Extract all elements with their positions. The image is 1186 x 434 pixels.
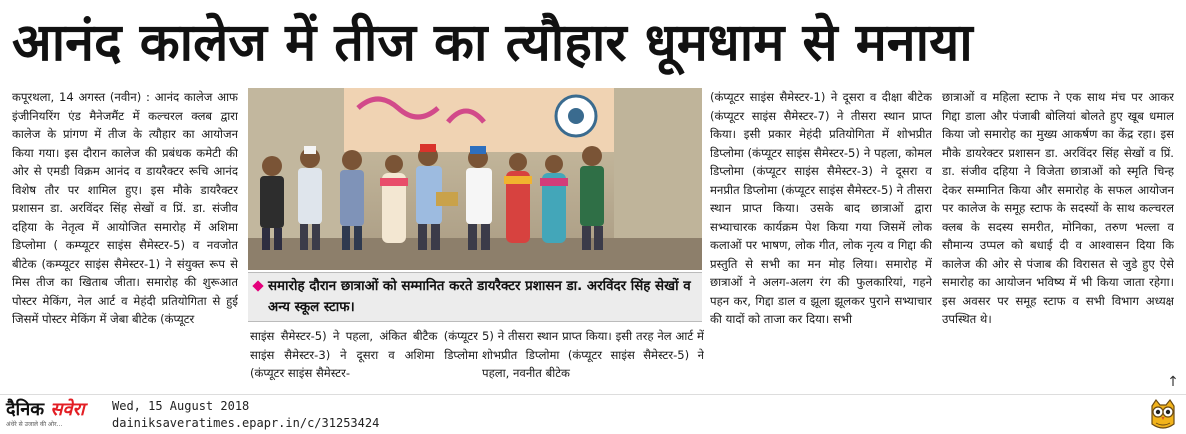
- epaper-footer: [0, 394, 1186, 434]
- group-photo-image: [248, 88, 702, 270]
- article-column-5: छात्राओं व महिला स्टाफ ने एक साथ मंच पर आकर गिद्दा डाला और पंजाबी बोलियां बोलते हुए खूब धमाल किया जो समारोह का मुख्य आकर्षण का केंद्र रहा। इस मौके डायरेक्टर प्रशासन डा. अरविंदर सिंह सेखों व प्रिं. डा. संजीव दहिया ने विजेता छात्राओं को स्मृति चिन्ह देकर सम्मानित किया और समारोह के सफल आयोजन पर कालेज के समूह स्टाफ के सदस्यों के साथ कल्चरल क्लब के सदस्य समरीत, मोनिका, तरुण भल्ला व सौमान्य उप्पल को बधाई दी व आश्वासन दिया कि कालेज की ओर से पंजाब की विरासत से जुडे हुए ऐसे समारोह का आयोजन भविष्य में भी किया जाता रहेगा। इस अवसर पर समूह स्टाफ व सभी विभाग अध्यक्ष उपस्थित थे।: [942, 90, 1174, 326]
- logo-accent-text: सवेरा: [50, 399, 85, 420]
- logo-text: [6, 399, 85, 421]
- newspaper-logo[interactable]: [6, 399, 102, 431]
- clip-url[interactable]: dainiksaveratimes.epapr.in/c/31253424: [112, 416, 380, 430]
- arrow-up-icon[interactable]: ↑: [1167, 374, 1179, 390]
- owl-mascot-icon[interactable]: [1148, 398, 1178, 432]
- photo-caption-text: समारोह दौरान छात्राओं को सम्मानित करते डायरैक्टर प्रशासन डा. अरविंदर सिंह सेखों व अन्य स्कूल स्टाफ।: [268, 279, 691, 315]
- article-column-4: (कंप्यूटर साइंस सैमेस्टर-1) ने दूसरा व दीक्षा बीटेक (कंप्यूटर साइंस सैमेस्टर-7) ने तीसरा स्थान प्राप्त किया। इसी प्रकार मेहंदी प्रतियोगिता में शोभप्रीत डिप्लोमा (कंप्यूटर साइंस सैमेस्टर-5) ने पहला, कोमल डिप्लोमा (कंप्यूटर साइंस सैमेस्टर-3) ने दूसरा व मनप्रीत डिप्लोमा (कंप्यूटर साइंस सैमेस्टर-5) ने तीसरा स्थान प्राप्त किया। उसके बाद छात्राओं द्वारा सभ्याचारक कार्यक्रम पेश किया गया जिसमें लोक कलाओं पर भाषण, लोक गीत, लोक नृत्य व गिद्दा की प्रस्तुति से सभी का मन मोह लिया। समारोह में छात्राओं ने अलग-अलग रंग की फुलकारियां, गहने पहन कर, गिद्दा डाल व झूला झूलकर पुराने सभ्याचार की यादों को ताजा कर दिया। सभी: [710, 90, 932, 326]
- publish-date: Wed, 15 August 2018: [112, 399, 250, 413]
- article-column-1: कपूरथला, 14 अगस्त (नवीन) : आनंद कालेज आफ इंजीनियरिंग एंड मैनेजमैंट में कल्चरल क्लब द्वारा कालेज के प्रांगण में तीज के त्यौहार का आयोजन किया गया। इस दौरान कालेज की प्रबंधक कमेटी की ओर से एमडी विक्रम आनंद व डायरैक्टर रूचि आनंद विशेष तौर पर शामिल हुए। इस मौके डायरैक्टर प्रशासन डा. अरविंदर सिंह सेखों व प्रिं. डा. संजीव दहिया के नेतृत्व में आयोजित समारोह में अशिमा डिप्लोमा ( कम्प्यूटर साइंस सैमेस्टर-5) व नवजोत बीटेक (कम्प्यूटर साइंस सैमेस्टर-1) ने संयुक्त रूप से मिस तीज का खिताब जीता। समारोह की शुरूआत पोस्टर मेकिंग, नेल आर्ट व मेहंदी प्रतियोगिता से हुई जिसमें पोस्टर मेकिंग में जेबा बीटेक (कंप्यूटर: [12, 90, 238, 326]
- logo-tagline: अंधेरे से उजाले की ओर...: [6, 421, 63, 428]
- headline: आनंद कालेज में तीज का त्यौहार धूमधाम से मनाया: [12, 13, 973, 73]
- article-photo: [248, 88, 702, 270]
- caption-bullet-icon: [252, 280, 263, 291]
- logo-main-text: दैनिक: [6, 399, 51, 420]
- article-column-2: साइंस सैमेस्टर-5) ने पहला, अंकित बीटैक (कंप्यूटर साइंस सैमेस्टर-3) ने दूसरा व अशिमा डिप्लोमा (कंप्यूटर साइंस सैमेस्टर-: [250, 329, 478, 380]
- article-column-3: 5) ने तीसरा स्थान प्राप्त किया। इसी तरह नेल आर्ट में शोभप्रीत डिप्लोमा (कंप्यूटर साइंस सैमेस्टर-5) ने पहला, नवनीत बीटेक: [482, 329, 704, 380]
- photo-caption: [248, 272, 702, 322]
